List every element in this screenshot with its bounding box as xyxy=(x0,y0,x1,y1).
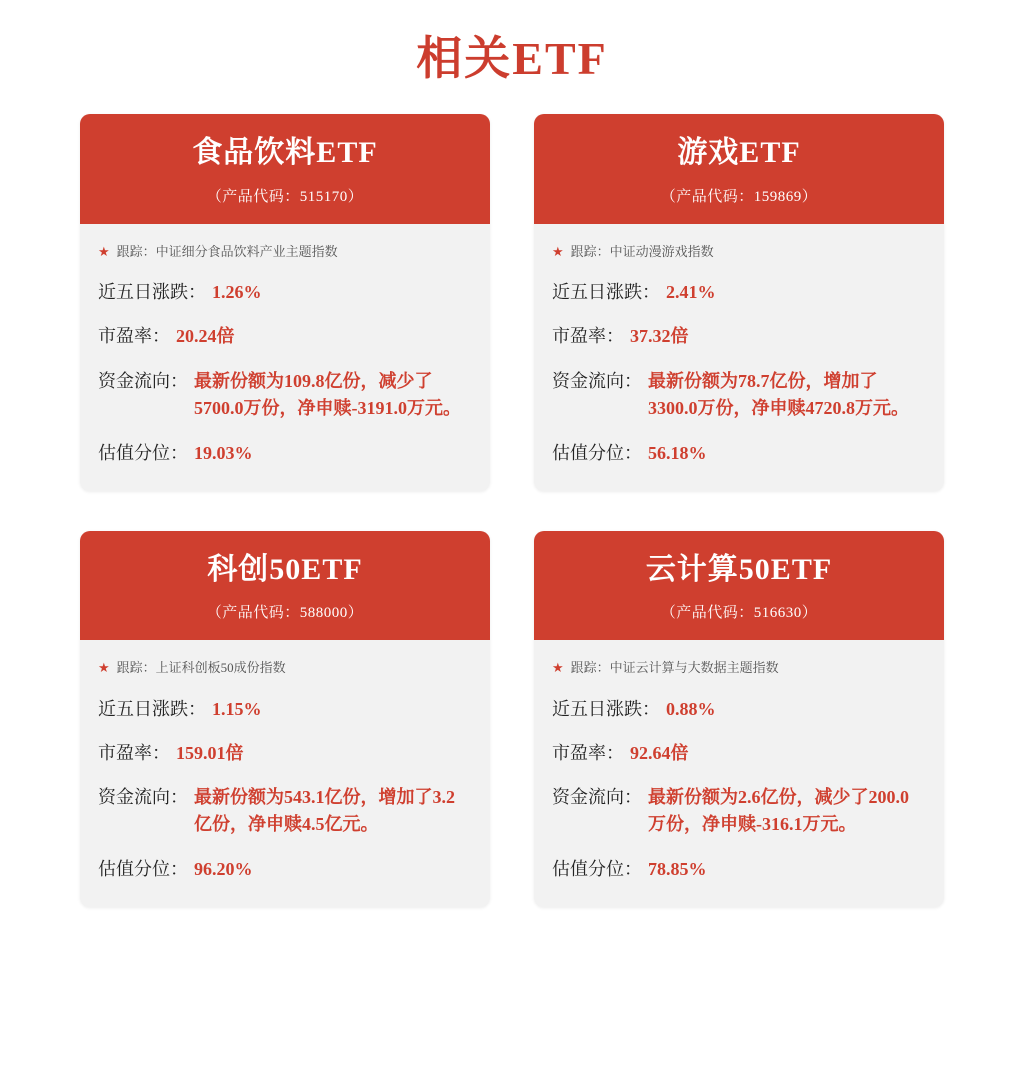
etf-valuation-row xyxy=(98,847,472,891)
page-title: 相关ETF xyxy=(416,33,608,84)
etf-pe-row xyxy=(552,731,926,775)
star-icon: ★ xyxy=(98,243,110,259)
etf-code-value: 516630 xyxy=(753,605,802,622)
valuation-value: 96.20% xyxy=(194,859,253,880)
etf-pe-row xyxy=(98,314,472,358)
flow-value: 最新份额为543.1亿份，增加了3.2亿份，净申赎4.5亿元。 xyxy=(194,787,455,835)
five-day-value: 1.26% xyxy=(212,282,262,303)
valuation-label: 估值分位： xyxy=(98,859,188,880)
etf-card-grid xyxy=(0,96,1024,907)
etf-name: 科创50ETF xyxy=(207,552,363,586)
star-icon: ★ xyxy=(98,660,110,676)
etf-card[interactable] xyxy=(534,531,944,908)
etf-name: 云计算50ETF xyxy=(645,552,833,586)
etf-track-row xyxy=(552,238,926,271)
etf-card-body xyxy=(534,224,944,491)
etf-card-body xyxy=(80,640,490,907)
etf-flow-row xyxy=(552,775,926,847)
etf-code-suffix: ） xyxy=(347,188,364,205)
etf-card[interactable] xyxy=(534,114,944,491)
etf-code-prefix: （产品代码： xyxy=(206,188,300,205)
flow-label: 资金流向： xyxy=(552,370,642,391)
valuation-value: 19.03% xyxy=(194,442,253,463)
etf-track-row xyxy=(552,654,926,687)
track-value: 中证动漫游戏指数 xyxy=(609,243,714,259)
flow-value: 最新份额为78.7亿份，增加了3300.0万份，净申赎4720.8万元。 xyxy=(648,370,909,418)
etf-code-suffix: ） xyxy=(347,605,364,622)
etf-name: 食品饮料ETF xyxy=(192,136,378,169)
valuation-label: 估值分位： xyxy=(98,442,188,463)
etf-flow-row xyxy=(552,359,926,431)
valuation-value: 56.18% xyxy=(648,442,707,463)
pe-value: 37.32倍 xyxy=(630,326,689,347)
etf-flow-row xyxy=(98,775,472,847)
valuation-value: 78.85% xyxy=(648,859,707,880)
etf-code-prefix: （产品代码： xyxy=(660,605,754,622)
etf-card[interactable] xyxy=(80,114,490,491)
etf-code-suffix: ） xyxy=(801,605,818,622)
pe-value: 159.01倍 xyxy=(176,743,244,764)
etf-code-value: 159869 xyxy=(753,188,802,205)
etf-valuation-row xyxy=(552,847,926,891)
flow-label: 资金流向： xyxy=(98,787,188,808)
track-value: 中证细分食品饮料产业主题指数 xyxy=(155,243,338,259)
etf-card-body xyxy=(80,224,490,491)
etf-code-prefix: （产品代码： xyxy=(206,605,300,622)
flow-value: 最新份额为2.6亿份，减少了200.0万份，净申赎-316.1万元。 xyxy=(648,787,909,835)
valuation-label: 估值分位： xyxy=(552,859,642,880)
track-label: 跟踪： xyxy=(570,243,610,259)
etf-track-row xyxy=(98,654,472,687)
etf-track-text xyxy=(571,660,779,677)
pe-value: 92.64倍 xyxy=(630,743,689,764)
etf-code xyxy=(544,185,934,206)
etf-five-day-row xyxy=(552,270,926,314)
etf-track-row xyxy=(98,238,472,271)
track-value: 上证科创板50成份指数 xyxy=(155,660,286,676)
etf-code xyxy=(544,601,934,622)
five-day-label: 近五日涨跌： xyxy=(98,282,206,303)
etf-pe-row xyxy=(552,314,926,358)
etf-name: 游戏ETF xyxy=(677,136,801,169)
etf-five-day-row xyxy=(98,270,472,314)
etf-code-prefix: （产品代码： xyxy=(660,188,754,205)
etf-five-day-row xyxy=(552,687,926,731)
pe-label: 市盈率： xyxy=(98,326,170,347)
etf-pe-row xyxy=(98,731,472,775)
valuation-label: 估值分位： xyxy=(552,442,642,463)
etf-valuation-row xyxy=(552,431,926,475)
star-icon: ★ xyxy=(552,243,564,259)
pe-label: 市盈率： xyxy=(552,743,624,764)
track-label: 跟踪： xyxy=(116,243,156,259)
etf-code-value: 515170 xyxy=(299,188,348,205)
pe-label: 市盈率： xyxy=(98,743,170,764)
etf-valuation-row xyxy=(98,431,472,475)
track-label: 跟踪： xyxy=(116,660,156,676)
etf-code xyxy=(90,601,480,622)
flow-value: 最新份额为109.8亿份，减少了5700.0万份，净申赎-3191.0万元。 xyxy=(194,370,461,418)
etf-track-text xyxy=(117,660,286,677)
etf-track-text xyxy=(571,244,714,261)
flow-label: 资金流向： xyxy=(98,370,188,391)
five-day-value: 2.41% xyxy=(666,282,716,303)
etf-code-suffix: ） xyxy=(801,188,818,205)
five-day-value: 0.88% xyxy=(666,699,716,720)
five-day-label: 近五日涨跌： xyxy=(98,699,206,720)
pe-value: 20.24倍 xyxy=(176,326,235,347)
five-day-label: 近五日涨跌： xyxy=(552,282,660,303)
etf-code-value: 588000 xyxy=(299,605,348,622)
etf-five-day-row xyxy=(98,687,472,731)
track-label: 跟踪： xyxy=(570,660,610,676)
etf-code xyxy=(90,185,480,206)
flow-label: 资金流向： xyxy=(552,787,642,808)
etf-card-header xyxy=(534,114,944,224)
star-icon: ★ xyxy=(552,660,564,676)
five-day-label: 近五日涨跌： xyxy=(552,699,660,720)
track-value: 中证云计算与大数据主题指数 xyxy=(609,660,779,676)
etf-card-body xyxy=(534,640,944,907)
etf-card[interactable] xyxy=(80,531,490,908)
etf-card-header xyxy=(80,114,490,224)
five-day-value: 1.15% xyxy=(212,699,262,720)
pe-label: 市盈率： xyxy=(552,326,624,347)
etf-flow-row xyxy=(98,359,472,431)
etf-card-header xyxy=(80,531,490,641)
etf-track-text xyxy=(117,244,338,261)
etf-card-header xyxy=(534,531,944,641)
